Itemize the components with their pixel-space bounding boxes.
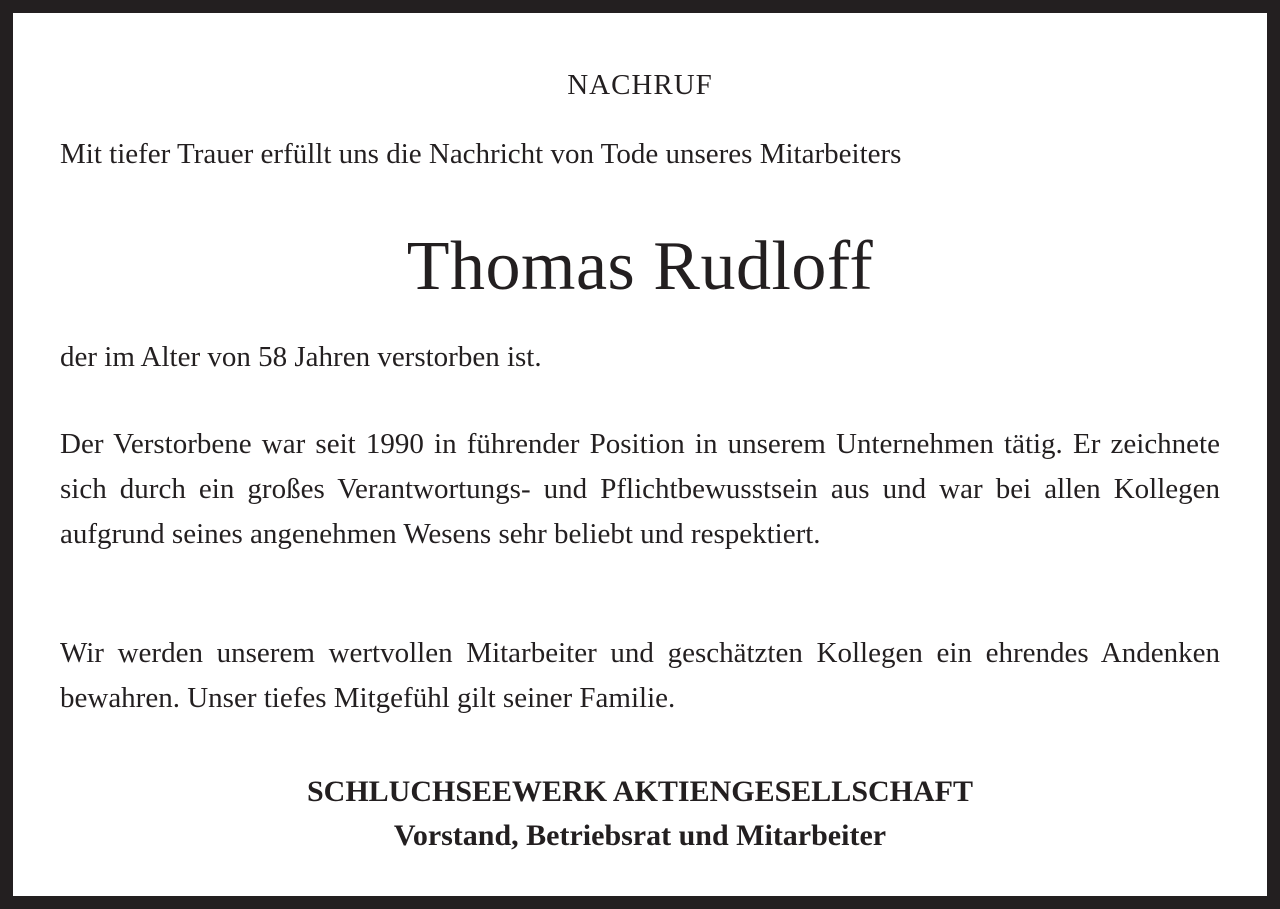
notice-heading: NACHRUF: [567, 69, 713, 101]
signatories-line: Vorstand, Betriebsrat und Mitarbeiter: [393, 819, 887, 852]
remembrance-paragraph: Wir werden unserem wertvollen Mitarbeiter und geschätzten Kollegen ein ehrendes Andenken bewahren. Unser tiefes Mitgefühl gilt seiner Familie.: [60, 637, 1220, 714]
company-name: SCHLUCHSEEWERK AKTIENGESELLSCHAFT: [306, 775, 974, 808]
intro-line: Mit tiefer Trauer erfüllt uns die Nachricht von Tode unseres Mitarbeiters: [60, 138, 902, 170]
career-paragraph: Der Verstorbene war seit 1990 in führender Position in unserem Unternehmen tätig. Er zeichnete sich durch ein großes Verantwortungs- und Pflichtbewusstsein aus und war bei allen Kollegen aufgrund seines angenehmen Wesens sehr beliebt und respektiert.: [60, 428, 1220, 550]
deceased-name: Thomas Rudloff: [406, 228, 874, 305]
age-line: der im Alter von 58 Jahren verstorben ist.: [60, 341, 542, 373]
obituary-notice: [13, 13, 1267, 896]
